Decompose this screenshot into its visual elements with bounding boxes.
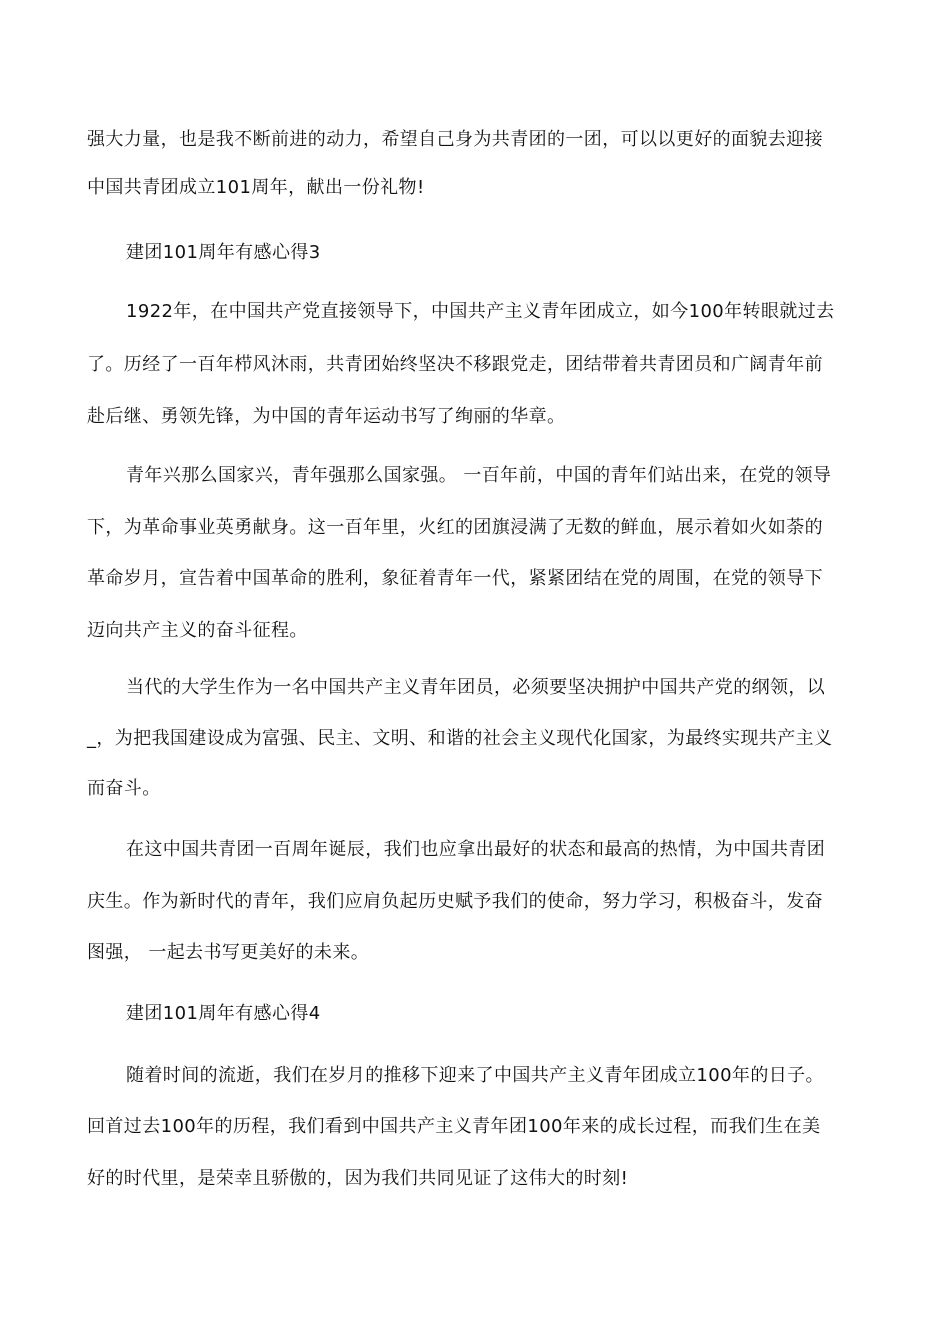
paragraph-line: 当代的大学生作为一名中国共产主义青年团员，必须要坚决拥护中国共产党的纲领，以 xyxy=(126,677,826,698)
paragraph-line: 了。历经了一百年栉风沐雨，共青团始终坚决不移跟党走，团结带着共青团员和广阔青年前 xyxy=(87,354,823,375)
paragraph-line: 迈向共产主义的奋斗征程。 xyxy=(87,620,308,641)
paragraph-line: 革命岁月，宣告着中国革命的胜利，象征着青年一代，紧紧团结在党的周围，在党的领导下 xyxy=(87,568,823,589)
paragraph-line: _，为把我国建设成为富强、民主、文明、和谐的社会主义现代化国家，为最终实现共产主义 xyxy=(87,728,833,749)
paragraph-line: 在这中国共青团一百周年诞辰，我们也应拿出最好的状态和最高的热情，为中国共青团 xyxy=(126,839,826,860)
paragraph-line: 下，为革命事业英勇献身。这一百年里，火红的团旗浸满了无数的鲜血，展示着如火如荼的 xyxy=(87,517,823,538)
paragraph-line: 强大力量，也是我不断前进的动力，希望自己身为共青团的一团，可以以更好的面貌去迎接 xyxy=(87,129,823,150)
paragraph-line: 1922年，在中国共产党直接领导下，中国共产主义青年团成立，如今100年转眼就过去 xyxy=(126,301,835,322)
paragraph-line: 随着时间的流逝，我们在岁月的推移下迎来了中国共产主义青年团成立100年的日子。 xyxy=(126,1065,824,1086)
paragraph-line: 庆生。作为新时代的青年，我们应肩负起历史赋予我们的使命，努力学习，积极奋斗，发奋 xyxy=(87,891,823,912)
section-heading: 建团101周年有感心得4 xyxy=(126,1003,321,1024)
paragraph-line: 好的时代里，是荣幸且骄傲的，因为我们共同见证了这伟大的时刻! xyxy=(87,1168,629,1189)
paragraph-line: 赴后继、勇领先锋，为中国的青年运动书写了绚丽的华章。 xyxy=(87,406,566,427)
paragraph-line: 青年兴那么国家兴，青年强那么国家强。 一百年前，中国的青年们站出来，在党的领导 xyxy=(126,465,832,486)
paragraph-line: 而奋斗。 xyxy=(87,778,161,799)
paragraph-line: 回首过去100年的历程，我们看到中国共产主义青年团100年来的成长过程，而我们生在美 xyxy=(87,1116,821,1137)
section-heading: 建团101周年有感心得3 xyxy=(126,242,321,263)
paragraph-line: 图强， 一起去书写更美好的未来。 xyxy=(87,942,370,963)
paragraph-line: 中国共青团成立101周年，献出一份礼物! xyxy=(87,177,425,198)
